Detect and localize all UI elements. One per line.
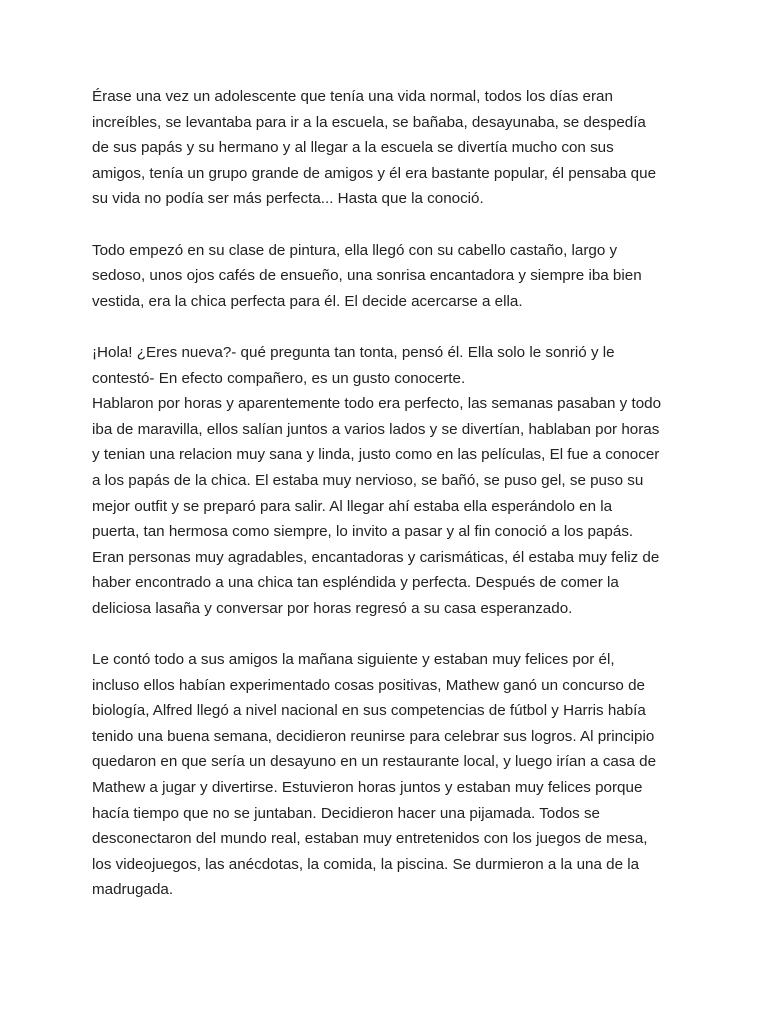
paragraph-5 (92, 647, 682, 903)
paragraph-4 (92, 391, 682, 621)
text-line: contestó- En efecto compañero, es un gusto conocerte. (92, 369, 466, 387)
text-line: tenido una buena semana, decidieron reunirse para celebrar sus logros. Al principio (92, 727, 655, 745)
text-line: haber encontrado a una chica tan espléndida y perfecta. Después de comer la (92, 574, 619, 592)
text-line: y tenian una relacion muy sana y linda, justo como en las películas, El fue a conocer (92, 446, 660, 464)
text-line: Hablaron por horas y aparentemente todo era perfecto, las semanas pasaban y todo (92, 395, 662, 413)
text-line: ¡Hola! ¿Eres nueva?- qué pregunta tan tonta, pensó él. Ella solo le sonrió y le (92, 343, 615, 361)
paragraph-spacer (92, 621, 682, 647)
text-line: a los papás de la chica. El estaba muy nervioso, se bañó, se puso gel, se puso su (92, 471, 644, 489)
text-line: incluso ellos habían experimentado cosas positivas, Mathew ganó un concurso de (92, 676, 645, 694)
paragraph-spacer (92, 212, 682, 238)
text-line: sedoso, unos ojos cafés de ensueño, una sonrisa encantadora y siempre iba bien (92, 267, 642, 285)
text-line: Le contó todo a sus amigos la mañana siguiente y estaban muy felices por él, (92, 651, 615, 669)
text-line: quedaron en que sería un desayuno en un restaurante local, y luego irían a casa de (92, 753, 657, 771)
text-line: los videojuegos, las anécdotas, la comida, la piscina. Se durmieron a la una de la (92, 855, 640, 873)
text-line: desconectaron del mundo real, estaban muy entretenidos con los juegos de mesa, (92, 830, 648, 848)
text-line: increíbles, se levantaba para ir a la escuela, se bañaba, desayunaba, se despedía (92, 113, 646, 131)
text-line: su vida no podía ser más perfecta... Hasta que la conoció. (92, 190, 484, 208)
text-line: Mathew a jugar y divertirse. Estuvieron horas juntos y estaban muy felices porque (92, 779, 643, 797)
text-line: hacía tiempo que no se juntaban. Decidieron hacer una pijamada. Todos se (92, 804, 600, 822)
text-line: deliciosa lasaña y conversar por horas regresó a su casa esperanzado. (92, 599, 573, 617)
text-line: amigos, tenía un grupo grande de amigos y él era bastante popular, él pensaba que (92, 164, 657, 182)
paragraph-3 (92, 340, 682, 391)
text-line: biología, Alfred llegó a nivel nacional en sus competencias de fútbol y Harris había (92, 702, 646, 720)
text-line: madrugada. (92, 881, 174, 899)
text-line: Érase una vez un adolescente que tenía una vida normal, todos los días eran (92, 88, 613, 105)
paragraph-spacer (92, 314, 682, 340)
text-line: vestida, era la chica perfecta para él. El decide acercarse a ella. (92, 292, 523, 310)
text-line: Eran personas muy agradables, encantadoras y carismáticas, él estaba muy feliz de (92, 548, 660, 566)
paragraph-1 (92, 84, 682, 212)
text-line: puerta, tan hermosa como siempre, lo invito a pasar y al fin conoció a los papás. (92, 523, 634, 541)
text-line: de sus papás y su hermano y al llegar a la escuela se divertía mucho con sus (92, 139, 614, 157)
text-line: Todo empezó en su clase de pintura, ella llegó con su cabello castaño, largo y (92, 241, 618, 259)
document-body (92, 84, 682, 903)
paragraph-2 (92, 238, 682, 315)
text-line: mejor outfit y se preparó para salir. Al llegar ahí estaba ella esperándolo en la (92, 497, 613, 515)
text-line: iba de maravilla, ellos salían juntos a varios lados y se divertían, hablaban por horas (92, 420, 660, 438)
